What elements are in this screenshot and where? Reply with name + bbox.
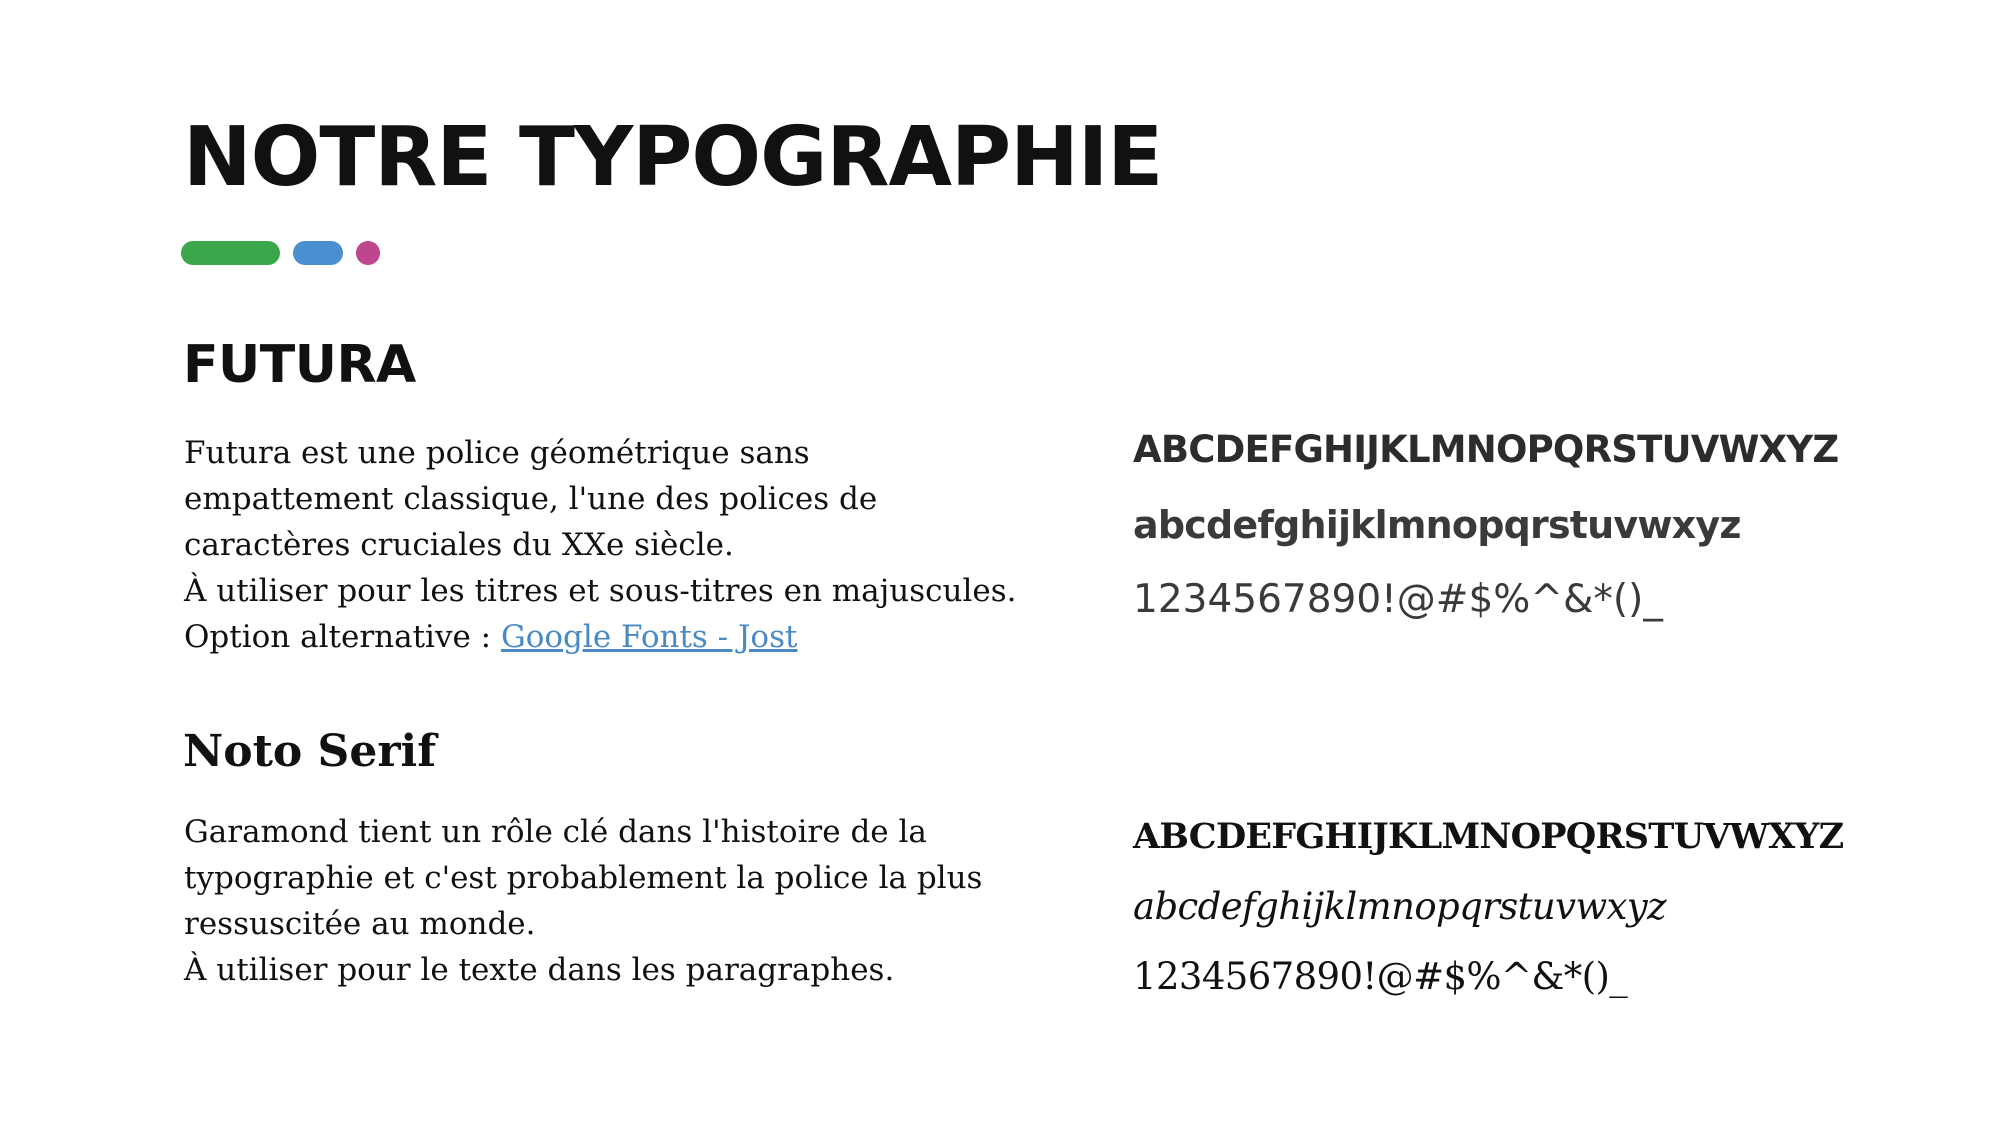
futura-section-title: FUTURA [183, 335, 416, 395]
futura-description [184, 430, 1064, 660]
futura-digits-specimen: 1234567890!@#$%^&*()_ [1133, 577, 1663, 622]
noto-italic-specimen: abcdefghijklmnopqrstuvwxyz [1133, 885, 1666, 928]
noto-serif-description [184, 809, 1064, 993]
noto-description-line: typographie et c'est probablement la police la plus [184, 860, 983, 896]
noto-serif-section-title: Noto Serif [183, 726, 437, 777]
futura-lowercase-specimen: abcdefghijklmnopqrstuvwxyz [1133, 503, 1741, 547]
noto-digits-specimen: 1234567890!@#$%^&*()_ [1133, 955, 1628, 998]
futura-description-line: empattement classique, l'une des polices de [184, 481, 878, 517]
accent-pill-green [181, 241, 280, 265]
futura-alternative-line [184, 614, 1064, 660]
futura-description-line: Futura est une police géométrique sans [184, 435, 810, 471]
noto-description-line: Garamond tient un rôle clé dans l'histoire de la [184, 814, 927, 850]
futura-description-line: caractères cruciales du XXe siècle. [184, 527, 734, 563]
noto-uppercase-specimen: ABCDEFGHIJKLMNOPQRSTUVWXYZ [1133, 816, 1844, 857]
google-fonts-jost-link[interactable]: Google Fonts - Jost [500, 619, 798, 655]
page-title: NOTRE TYPOGRAPHIE [183, 110, 1163, 205]
accent-pill-blue [293, 241, 343, 265]
alternative-label: Option alternative : [184, 619, 501, 655]
accent-bar [181, 241, 380, 265]
futura-uppercase-specimen: ABCDEFGHIJKLMNOPQRSTUVWXYZ [1133, 428, 1839, 471]
noto-description-line: À utiliser pour le texte dans les paragraphes. [184, 952, 895, 988]
noto-description-line: ressuscitée au monde. [184, 906, 536, 942]
futura-description-line: À utiliser pour les titres et sous-titres en majuscules. [184, 573, 1017, 609]
accent-dot-pink [356, 241, 380, 265]
